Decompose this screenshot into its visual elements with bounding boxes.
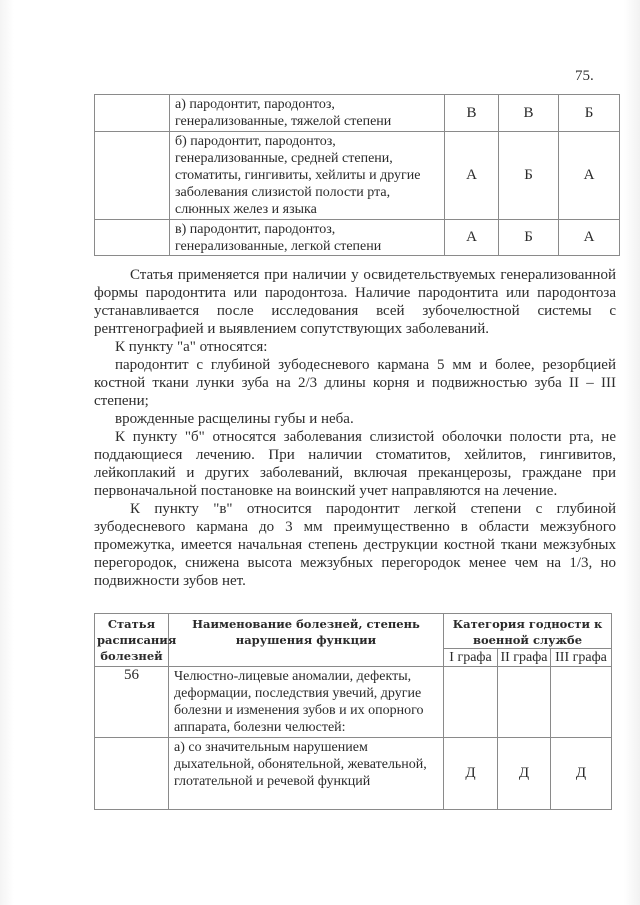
table-row <box>95 220 620 256</box>
header-column-1: I графа <box>444 649 498 667</box>
article-cell: 56 <box>95 667 169 738</box>
category-cell-2: Б <box>499 132 559 220</box>
article-cell <box>95 220 170 256</box>
category-cell-3: А <box>559 220 620 256</box>
article-cell <box>95 738 169 810</box>
paragraph-point-a-heading: К пункту "а" относятся: <box>115 339 268 355</box>
description-cell: б) пародонтит, пародонтоз, генерализованные, средней степени, стоматиты, гингивиты, хейлиты и другие заболевания слизистой полости рта, слюнных желез и языка <box>170 132 445 220</box>
category-cell-2 <box>498 667 551 738</box>
disease-table-continuation <box>94 94 620 256</box>
description-cell: а) пародонтит, пародонтоз, генерализованные, тяжелой степени <box>170 95 445 132</box>
category-cell-2: В <box>499 95 559 132</box>
category-cell-1 <box>444 667 498 738</box>
table-header-row <box>95 614 612 649</box>
description-cell: в) пародонтит, пародонтоз, генерализованные, легкой степени <box>170 220 445 256</box>
category-cell-3: Д <box>551 738 612 810</box>
header-column-3: III графа <box>551 649 612 667</box>
table-row <box>95 738 612 810</box>
article-explanation <box>94 266 616 590</box>
paragraph-intro: Статья применяется при наличии у освидетельствуемых генерализованной формы пародонтита или пародонтоза. Наличие пародонтита или пародонтоза устанавливается после исследования всей зубочелюстной системы с рентгенографией и выявлением сопутствующих заболеваний. <box>94 267 616 337</box>
category-cell-3: А <box>559 132 620 220</box>
header-category-group: Категория годности к военной службе <box>444 614 612 649</box>
paragraph-point-b: К пункту "б" относятся заболевания слизистой оболочки полости рта, не поддающиеся лечению. При наличии стоматитов, хейлитов, гингивитов, лейкоплакий и других заболеваний, включая преканцерозы, граждане при первоначальной постановке на воинский учет направляются на лечение. <box>94 429 616 499</box>
table-row <box>95 95 620 132</box>
paragraph-point-a-item-1: пародонтит с глубиной зубодесневого кармана 5 мм и более, резорбцией костной ткани лунки зуба на 2/3 длины корня и подвижностью зуба II – III степени; <box>94 357 616 409</box>
article-cell <box>95 95 170 132</box>
category-cell-1: А <box>445 220 499 256</box>
header-column-2: II графа <box>498 649 551 667</box>
page-number: 75. <box>575 68 594 84</box>
category-cell-3 <box>551 667 612 738</box>
header-article: Статья расписания болезней <box>95 614 169 667</box>
category-cell-2: Б <box>499 220 559 256</box>
paragraph-point-c: К пункту "в" относится пародонтит легкой степени с глубиной зубодесневого кармана до 3 мм преимущественно в области межзубного промежутка, имеется начальная степень деструкции костной ткани межзубных перегородок, снижена высота межзубных перегородок менее чем на 1/3, но подвижности зубов нет. <box>94 501 616 589</box>
description-cell: а) со значительным нарушением дыхательной, обонятельной, жевательной, глотательной и речевой функций <box>169 738 444 810</box>
category-cell-2: Д <box>498 738 551 810</box>
header-description: Наименование болезней, степень нарушения функции <box>169 614 444 667</box>
disease-table-main <box>94 613 612 810</box>
category-cell-1: В <box>445 95 499 132</box>
table-row <box>95 667 612 738</box>
category-cell-1: А <box>445 132 499 220</box>
category-cell-3: Б <box>559 95 620 132</box>
description-cell: Челюстно-лицевые аномалии, дефекты, деформации, последствия увечий, другие болезни и изменения зубов и их опорного аппарата, болезни челюстей: <box>169 667 444 738</box>
article-cell <box>95 132 170 220</box>
paragraph-point-a-item-2: врожденные расщелины губы и неба. <box>115 411 354 427</box>
table-row <box>95 132 620 220</box>
category-cell-1: Д <box>444 738 498 810</box>
